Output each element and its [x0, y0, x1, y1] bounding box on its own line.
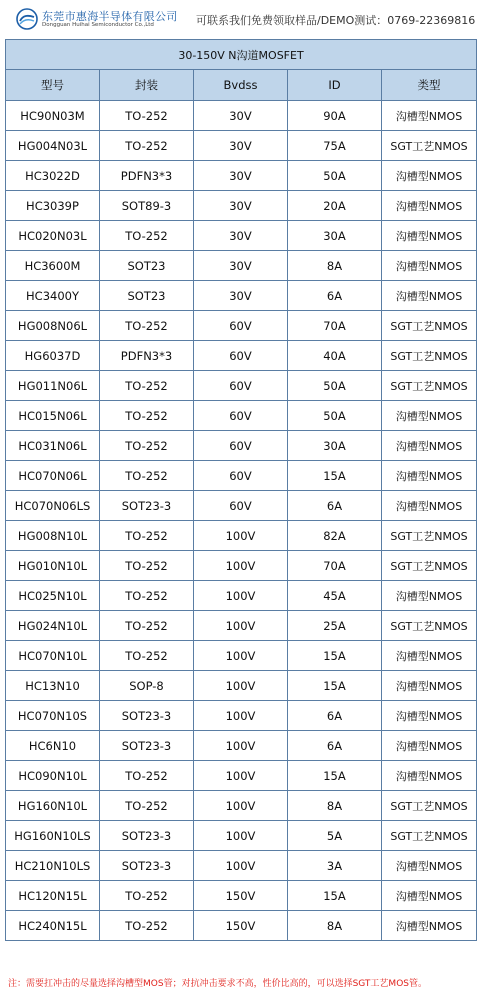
column-header-model: 型号: [6, 70, 100, 101]
cell-id: 45A: [288, 581, 382, 611]
cell-id: 30A: [288, 431, 382, 461]
cell-id: 50A: [288, 161, 382, 191]
cell-bvdss: 100V: [194, 581, 288, 611]
cell-model: HC3039P: [6, 191, 100, 221]
cell-package: TO-252: [100, 131, 194, 161]
cell-package: TO-252: [100, 911, 194, 941]
company-logo-icon: [16, 8, 38, 30]
cell-type: 沟槽型NMOS: [382, 881, 477, 911]
cell-package: TO-252: [100, 761, 194, 791]
cell-id: 15A: [288, 461, 382, 491]
cell-package: TO-252: [100, 581, 194, 611]
cell-id: 50A: [288, 401, 382, 431]
cell-model: HC031N06L: [6, 431, 100, 461]
cell-type: 沟槽型NMOS: [382, 491, 477, 521]
cell-bvdss: 60V: [194, 371, 288, 401]
cell-model: HC070N10L: [6, 641, 100, 671]
cell-package: SOT23-3: [100, 821, 194, 851]
cell-type: 沟槽型NMOS: [382, 761, 477, 791]
cell-type: 沟槽型NMOS: [382, 851, 477, 881]
cell-type: 沟槽型NMOS: [382, 431, 477, 461]
table-title-row: [6, 40, 477, 70]
cell-bvdss: 100V: [194, 551, 288, 581]
cell-model: HC3022D: [6, 161, 100, 191]
cell-type: SGT工艺NMOS: [382, 551, 477, 581]
cell-type: 沟槽型NMOS: [382, 401, 477, 431]
cell-model: HC025N10L: [6, 581, 100, 611]
cell-bvdss: 30V: [194, 131, 288, 161]
cell-type: 沟槽型NMOS: [382, 731, 477, 761]
cell-package: TO-252: [100, 791, 194, 821]
cell-bvdss: 150V: [194, 911, 288, 941]
cell-type: SGT工艺NMOS: [382, 311, 477, 341]
cell-id: 15A: [288, 881, 382, 911]
cell-type: 沟槽型NMOS: [382, 101, 477, 131]
cell-type: SGT工艺NMOS: [382, 821, 477, 851]
cell-id: 8A: [288, 251, 382, 281]
cell-bvdss: 60V: [194, 491, 288, 521]
cell-id: 70A: [288, 311, 382, 341]
cell-type: SGT工艺NMOS: [382, 521, 477, 551]
table-row: [6, 371, 477, 401]
table-row: [6, 851, 477, 881]
cell-bvdss: 100V: [194, 851, 288, 881]
table-row: [6, 881, 477, 911]
table-row: [6, 221, 477, 251]
table-row: [6, 341, 477, 371]
cell-package: TO-252: [100, 401, 194, 431]
cell-id: 8A: [288, 911, 382, 941]
cell-package: TO-252: [100, 641, 194, 671]
table-row: [6, 131, 477, 161]
cell-model: HC015N06L: [6, 401, 100, 431]
cell-bvdss: 30V: [194, 221, 288, 251]
cell-package: TO-252: [100, 521, 194, 551]
column-header-bvdss: Bvdss: [194, 70, 288, 101]
cell-model: HC13N10: [6, 671, 100, 701]
cell-id: 20A: [288, 191, 382, 221]
cell-package: TO-252: [100, 881, 194, 911]
cell-bvdss: 100V: [194, 731, 288, 761]
cell-model: HG004N03L: [6, 131, 100, 161]
table-row: [6, 671, 477, 701]
cell-type: 沟槽型NMOS: [382, 671, 477, 701]
cell-package: TO-252: [100, 431, 194, 461]
table-row: [6, 581, 477, 611]
cell-package: PDFN3*3: [100, 161, 194, 191]
cell-bvdss: 60V: [194, 431, 288, 461]
table-row: [6, 161, 477, 191]
table-row: [6, 431, 477, 461]
cell-type: SGT工艺NMOS: [382, 611, 477, 641]
table-row: [6, 101, 477, 131]
cell-type: 沟槽型NMOS: [382, 251, 477, 281]
cell-model: HG6037D: [6, 341, 100, 371]
cell-model: HG008N10L: [6, 521, 100, 551]
table-row: [6, 611, 477, 641]
cell-type: 沟槽型NMOS: [382, 581, 477, 611]
cell-type: 沟槽型NMOS: [382, 191, 477, 221]
table-row: [6, 641, 477, 671]
table-body: [6, 101, 477, 941]
company-name-cn: 东莞市惠海半导体有限公司: [42, 10, 178, 23]
table-row: [6, 791, 477, 821]
cell-package: SOT23: [100, 281, 194, 311]
cell-id: 15A: [288, 761, 382, 791]
cell-model: HC090N10L: [6, 761, 100, 791]
cell-type: 沟槽型NMOS: [382, 221, 477, 251]
table-row: [6, 731, 477, 761]
cell-bvdss: 30V: [194, 161, 288, 191]
cell-package: SOT23: [100, 251, 194, 281]
cell-bvdss: 30V: [194, 281, 288, 311]
cell-model: HC020N03L: [6, 221, 100, 251]
cell-id: 8A: [288, 791, 382, 821]
cell-model: HG008N06L: [6, 311, 100, 341]
footnote: 注：需要扛冲击的尽量选择沟槽型MOS管；对抗冲击要求不高，性价比高的，可以选择SGT工艺MOS管。: [8, 979, 427, 989]
cell-type: 沟槽型NMOS: [382, 461, 477, 491]
table-row: [6, 311, 477, 341]
cell-type: 沟槽型NMOS: [382, 911, 477, 941]
table-row: [6, 521, 477, 551]
cell-bvdss: 30V: [194, 251, 288, 281]
cell-model: HC3600M: [6, 251, 100, 281]
cell-type: 沟槽型NMOS: [382, 701, 477, 731]
cell-bvdss: 100V: [194, 521, 288, 551]
cell-id: 30A: [288, 221, 382, 251]
cell-type: 沟槽型NMOS: [382, 161, 477, 191]
cell-type: SGT工艺NMOS: [382, 371, 477, 401]
cell-bvdss: 100V: [194, 641, 288, 671]
mosfet-table: [5, 39, 477, 941]
cell-model: HC210N10LS: [6, 851, 100, 881]
cell-id: 70A: [288, 551, 382, 581]
cell-bvdss: 100V: [194, 671, 288, 701]
cell-id: 40A: [288, 341, 382, 371]
table-row: [6, 191, 477, 221]
cell-package: SOT89-3: [100, 191, 194, 221]
cell-package: TO-252: [100, 221, 194, 251]
cell-model: HG024N10L: [6, 611, 100, 641]
page-header: [0, 0, 481, 38]
cell-package: SOT23-3: [100, 851, 194, 881]
table-row: [6, 251, 477, 281]
cell-bvdss: 100V: [194, 821, 288, 851]
cell-package: PDFN3*3: [100, 341, 194, 371]
cell-package: SOT23-3: [100, 731, 194, 761]
cell-id: 6A: [288, 701, 382, 731]
cell-model: HC070N10S: [6, 701, 100, 731]
cell-bvdss: 100V: [194, 761, 288, 791]
cell-type: 沟槽型NMOS: [382, 641, 477, 671]
cell-id: 75A: [288, 131, 382, 161]
column-header-id: ID: [288, 70, 382, 101]
cell-id: 5A: [288, 821, 382, 851]
table-row: [6, 911, 477, 941]
cell-model: HC240N15L: [6, 911, 100, 941]
column-header-package: 封装: [100, 70, 194, 101]
table-row: [6, 761, 477, 791]
cell-model: HC070N06L: [6, 461, 100, 491]
cell-model: HG160N10LS: [6, 821, 100, 851]
cell-bvdss: 60V: [194, 311, 288, 341]
cell-bvdss: 100V: [194, 611, 288, 641]
cell-id: 15A: [288, 641, 382, 671]
cell-bvdss: 60V: [194, 341, 288, 371]
cell-id: 50A: [288, 371, 382, 401]
cell-bvdss: 60V: [194, 401, 288, 431]
cell-type: 沟槽型NMOS: [382, 281, 477, 311]
cell-package: TO-252: [100, 461, 194, 491]
column-header-type: 类型: [382, 70, 477, 101]
table-row: [6, 281, 477, 311]
cell-package: SOT23-3: [100, 491, 194, 521]
cell-bvdss: 60V: [194, 461, 288, 491]
table-header-row: [6, 70, 477, 101]
cell-id: 90A: [288, 101, 382, 131]
cell-package: SOT23-3: [100, 701, 194, 731]
contact-info: 可联系我们免费领取样品/DEMO测试：0769-22369816: [196, 14, 476, 27]
cell-package: TO-252: [100, 371, 194, 401]
cell-bvdss: 150V: [194, 881, 288, 911]
cell-type: SGT工艺NMOS: [382, 791, 477, 821]
cell-model: HG160N10L: [6, 791, 100, 821]
cell-bvdss: 30V: [194, 101, 288, 131]
cell-model: HC90N03M: [6, 101, 100, 131]
cell-package: TO-252: [100, 611, 194, 641]
cell-id: 6A: [288, 491, 382, 521]
cell-model: HG011N06L: [6, 371, 100, 401]
cell-id: 82A: [288, 521, 382, 551]
table-row: [6, 491, 477, 521]
cell-package: SOP-8: [100, 671, 194, 701]
table-row: [6, 821, 477, 851]
company-name-en: Dongguan Huihai Semiconductor Co.,Ltd: [42, 22, 154, 28]
cell-bvdss: 100V: [194, 791, 288, 821]
cell-package: TO-252: [100, 311, 194, 341]
cell-model: HC120N15L: [6, 881, 100, 911]
cell-package: TO-252: [100, 551, 194, 581]
cell-model: HC6N10: [6, 731, 100, 761]
table-row: [6, 461, 477, 491]
cell-model: HG010N10L: [6, 551, 100, 581]
table-title: 30-150V N沟道MOSFET: [6, 40, 477, 70]
table-row: [6, 551, 477, 581]
cell-model: HC070N06LS: [6, 491, 100, 521]
cell-id: 3A: [288, 851, 382, 881]
table-row: [6, 701, 477, 731]
cell-id: 25A: [288, 611, 382, 641]
table-row: [6, 401, 477, 431]
cell-bvdss: 30V: [194, 191, 288, 221]
cell-package: TO-252: [100, 101, 194, 131]
cell-id: 15A: [288, 671, 382, 701]
cell-model: HC3400Y: [6, 281, 100, 311]
cell-id: 6A: [288, 281, 382, 311]
cell-type: SGT工艺NMOS: [382, 131, 477, 161]
cell-type: SGT工艺NMOS: [382, 341, 477, 371]
cell-id: 6A: [288, 731, 382, 761]
cell-bvdss: 100V: [194, 701, 288, 731]
